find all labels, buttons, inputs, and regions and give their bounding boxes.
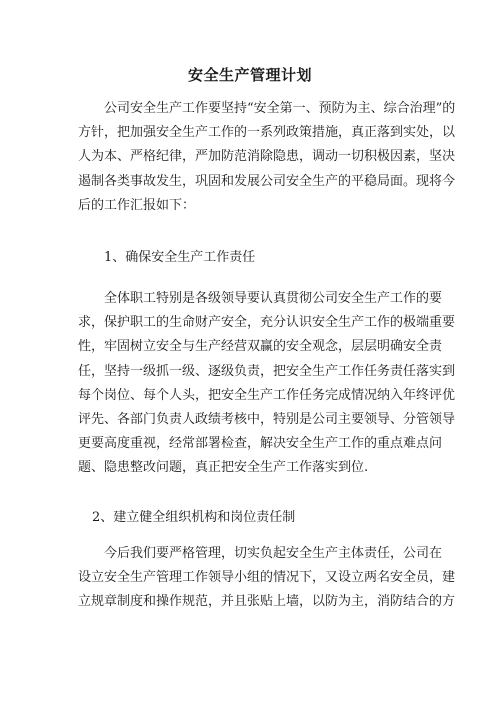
paragraph-line: 题、隐患整改问题，真正把安全生产工作落实到位. [78, 460, 369, 476]
document-title: 安全生产管理计划 [187, 66, 312, 84]
paragraph-line: 公司安全生产工作要坚持“安全第一、预防为主、综合治理”的 [104, 101, 456, 116]
paragraph-line: 求，保护职工的生命财产安全，充分认识安全生产工作的极端重要 [78, 315, 456, 331]
section-heading-2: 2、建立健全组织机构和岗位责任制 [92, 510, 296, 525]
paragraph-intro [78, 97, 456, 218]
paragraph-responsibility [78, 287, 456, 481]
paragraph-line: 后的工作汇报如下： [78, 197, 196, 213]
section-heading-1: 1、确保安全生产工作责任 [104, 250, 256, 265]
paragraph-line: 更要高度重视，经常部署检查，解决安全生产工作的重点难点问 [78, 436, 443, 452]
paragraph-line: 每个岗位、每个人头，把安全生产工作任务完成情况纳入年终评优 [78, 387, 456, 403]
paragraph-line: 遏制各类事故发生，巩固和发展公司安全生产的平稳局面。现将今 [78, 173, 456, 189]
paragraph-line: 设立安全生产管理工作领导小组的情况下，又设立两名安全员，建 [78, 570, 456, 586]
paragraph-line: 全体职工特别是各级领导要认真贯彻公司安全生产工作的要 [104, 291, 443, 306]
paragraph-organization [78, 542, 456, 615]
paragraph-line: 立规章制度和操作规范，并且张贴上墙，以防为主，消防结合的方 [78, 594, 456, 610]
paragraph-line: 今后我们要严格管理，切实负起安全生产主体责任，公司在 [104, 546, 443, 561]
paragraph-line: 评先、各部门负责人政绩考核中，特别是公司主要领导、分管领导 [78, 411, 456, 427]
paragraph-line: 方针，把加强安全生产工作的一系列政策措施，真正落到实处，以 [78, 125, 456, 141]
paragraph-line: 任，坚持一级抓一级、逐级负责，把安全生产工作任务责任落实到 [78, 363, 456, 379]
paragraph-line: 人为本、严格纪律，严加防范消除隐患，调动一切积极因素，坚决 [78, 149, 456, 165]
paragraph-line: 性，牢固树立安全与生产经营双赢的安全观念，层层明确安全责 [78, 339, 443, 355]
